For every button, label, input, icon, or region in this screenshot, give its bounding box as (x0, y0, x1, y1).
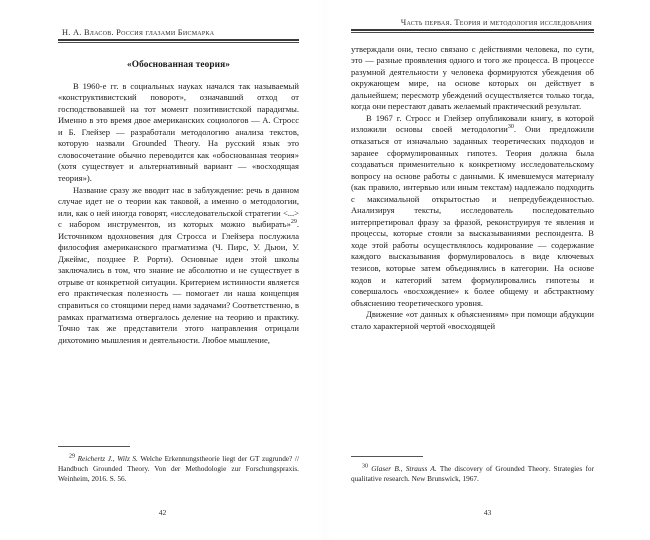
header-rule-thin (58, 42, 299, 43)
paragraph: В 1960-е гг. в социальных науках начался так называемый «конструктивистский поворот», означавший отход от господствовавшей на тот момент позитивистской парадигмы. Именно в это время двое американских социологов — А. Стросс и Б. Глейзер — разработали методологию анализа текстов, которую назвали Grounded Theory. На русский язык это словосочетание обычно переводится как «обоснованная теория» (хотя существует и альтернативный вариант — «восходящая теория»). (58, 80, 299, 183)
footnote-separator-rule (58, 446, 130, 447)
running-head-left: Н. А. Власов. Россия глазами Бисмарка (62, 28, 215, 37)
header-rule-right (351, 29, 594, 33)
paragraph-continuation: утверждали они, тесно связано с действиями человека, по сути, это — разные проявления одного и того же процесса. В процессе разумной деятельности у человека формируются убеждения об окружающем мире, на основе которых он действует в дальнейшем; пересмотр убеждений осуществляется только тогда, когда они перестают давать желаемый практический результат. (351, 43, 594, 112)
page-number-right: 43 (483, 508, 492, 517)
running-head-right: Часть первая. Теория и методология исследования (400, 18, 592, 27)
footnote-author: Glaser B., Strauss A. (371, 464, 437, 474)
section-title: «Обоснованная теория» (127, 59, 230, 70)
paragraph-text: В 1967 г. Стросс и Глейзер опубликовали книгу, в которой изложили основы своей методологии (351, 112, 594, 135)
header-rule-thick (58, 39, 299, 41)
footnote-number: 29 (69, 453, 75, 460)
paragraph (58, 185, 299, 347)
footnote-text: Welche Erkennungstheorie liegt der GT zugrunde? // Handbuch Grounded Theory. Von der Methodologie zur Forschungspraxis. Weinheim, 2016. S. 56. (58, 454, 299, 484)
footnote-text: The discovery of Grounded Theory. Strategies for qualitative research. New Brunswick, 1967. (351, 464, 594, 484)
footnote-block-left (58, 446, 299, 484)
page-number-left: 42 (158, 508, 167, 517)
paragraph-text-tail: . Они предложили отказаться от изначально заданных теоретических подходов и заранее сформулированных гипотез. Теория должна была создаваться применительно к конкретному исследовательскому вопросу на основе работы с данными. К имевшемуся материалу (как правило, интервью или иным текстам) надлежало подходить с максимальной открытостью и непредубежденностью. Анализируя тексты, исследователь последовательно интерпретировал фразу за фразой, реконструируя те явления и процессы, которые стояли за высказываниями респондента. В ходе этой работы осуществлялось кодирование — содержание каждого высказывания формулировалось в виде ключевых тезисов, которые затем объединялись в категории. На основе кодов и категорий затем формулировались гипотезы и совершалось «восхождение» к более общему и абстрактному объяснению теоретического уровня. (351, 124, 594, 308)
right-page-body (351, 44, 594, 333)
footnote-block-right (351, 456, 594, 484)
footnote (351, 464, 594, 484)
footnote-number: 30 (362, 463, 368, 470)
paragraph-text-tail: . Источником вдохновения для Стросса и Глейзера послужила философия американского прагматизма (Ч. Пирс, У. Дьюи, У. Джеймс, позднее Р. Рорти). Основные идеи этой школы заключались в том, что знание не абсолютно и не существует в отрыве от конкретной ситуации. Критерием истинности является его практическая полезность — помогает ли наша концепция справиться со стоящими перед нами задачами? Соответственно, в рамках прагматизма отвергалось деление на теорию и практику. Точно так же представители этого направления отрицали дихотомию мышления и деятельности. Любое мышление, (58, 219, 299, 345)
left-page-body (58, 81, 299, 347)
header-rule-thin (351, 32, 594, 33)
header-rule-left (58, 39, 299, 43)
footnote-author: Reichertz J., Wilz S. (77, 454, 138, 464)
paragraph-text: Название сразу же вводит нас в заблуждение: речь в данном случае идет не о теории как таковой, а именно о методологии, или, как о ней иногда говорят, «исследовательской стратегии <...> с набором инструментов, из которых можно выбирать» (58, 184, 299, 230)
right-page (325, 0, 650, 540)
paragraph: Движение «от данных к объяснениям» при помощи абдукции стало характерной чертой «восходящей (351, 309, 594, 331)
header-rule-thick (351, 29, 594, 31)
footnote-marker: 29 (290, 219, 297, 226)
footnote-marker: 30 (507, 124, 514, 131)
footnote-separator-rule (351, 456, 423, 457)
paragraph (351, 113, 594, 309)
footnote (58, 454, 299, 484)
